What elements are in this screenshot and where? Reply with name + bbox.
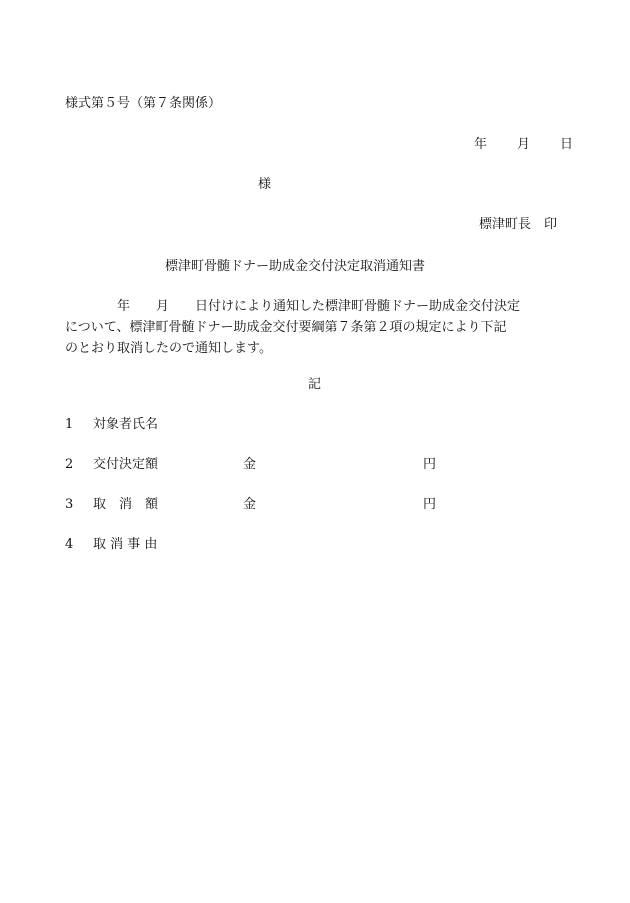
date-month: 月 [517, 137, 531, 152]
amount-prefix: 金 [243, 457, 257, 472]
body-text [65, 296, 570, 359]
item-number: 2 [65, 457, 74, 472]
item-label: 取 消 額 [93, 497, 159, 512]
item-label: 取 消 事 由 [93, 537, 158, 552]
issuer: 標津町長 印 [479, 217, 558, 232]
amount-prefix: 金 [243, 497, 257, 512]
ki-marker: 記 [308, 377, 322, 392]
item-label: 対象者氏名 [93, 417, 159, 432]
list-item [65, 458, 158, 471]
item-label: 交付決定額 [93, 457, 159, 472]
amount-suffix: 円 [423, 457, 437, 472]
list-item [65, 498, 158, 511]
body-line-3: のとおり取消したので通知します。 [65, 341, 272, 356]
date-year: 年 [474, 137, 488, 152]
list-item [65, 418, 158, 431]
item-number: 3 [65, 497, 74, 512]
document-title: 標津町骨髄ドナー助成金交付決定取消通知書 [165, 259, 426, 274]
body-year: 年 [117, 299, 131, 314]
date-line [474, 138, 573, 151]
item-number: 4 [65, 537, 74, 552]
body-month: 月 [156, 299, 170, 314]
body-line-2: について、標津町骨髄ドナー助成金交付要綱第７条第２項の規定により下記 [65, 320, 507, 335]
date-day: 日 [560, 137, 574, 152]
item-number: 1 [65, 417, 74, 432]
list-item [65, 538, 157, 551]
form-number: 様式第５号（第７条関係） [65, 96, 222, 111]
addressee-suffix: 様 [258, 177, 272, 192]
body-line-1-rest: 日付けにより通知した標津町骨髄ドナー助成金交付決定 [195, 299, 521, 314]
amount-suffix: 円 [423, 497, 437, 512]
body-line-1 [65, 296, 570, 317]
